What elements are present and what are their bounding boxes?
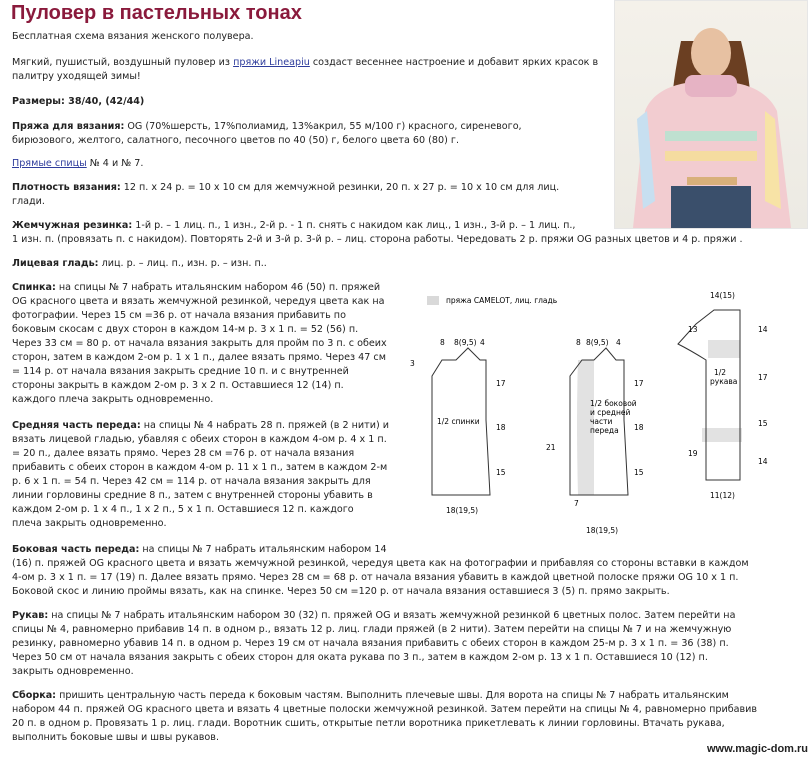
density-label: Плотность вязания: <box>12 182 121 193</box>
front-dim-top-c: 4 <box>616 338 621 347</box>
side-front-line: (16) п. пряжей OG красного цвета и вязать жемчужной резинкой, чередуя цвета как на фотографии и прибавляя со стороны вставки в каждом <box>12 558 749 569</box>
back-label: Спинка: <box>12 282 56 293</box>
description <box>12 56 598 84</box>
sleeve-dim-bottom: 11(12) <box>710 491 735 500</box>
model-photo <box>614 0 808 229</box>
density-section <box>12 181 559 209</box>
back-caption: 1/2 спинки <box>437 417 480 426</box>
page-title: Пуловер в пастельных тонах <box>11 2 302 24</box>
back-dim-top-a: 8 <box>440 338 445 347</box>
front-dim-right-b: 18 <box>634 423 644 432</box>
back-line: боковым скосам с двух сторон в каждом 14-м р. 3 х 1 п. = 52 (56) п. <box>12 324 359 335</box>
front-caption-1: 1/2 боковой <box>590 399 637 408</box>
front-dim-bottom: 18(19,5) <box>586 526 619 535</box>
sleeve-shade-1 <box>708 340 740 358</box>
pearl-rib-text-line2: 1 изн. п. (провязать п. с накидом). Повторять 2-й и 3-й р. 3-й р. – лиц. сторона работы. Чередовать 2 р. пряжи OG разных цветов и 4 р. пряжи . <box>12 234 743 245</box>
back-line: OG красного цвета и вязать жемчужной резинкой, чередуя цвета как на <box>12 296 385 307</box>
yarn-text: OG (70%шерсть, 17%полиамид, 13%акрил, 55 м/100 г) красного, сиреневого, <box>124 121 522 132</box>
side-front-label: Боковая часть переда: <box>12 544 140 555</box>
middle-front-section <box>12 419 389 531</box>
pearl-rib-section <box>12 219 743 247</box>
sleeve-line: на спицы № 7 набрать итальянским набором 30 (32) п. пряжей OG и вязать жемчужной резинкой 6 цветных полос. Затем перейти на <box>48 610 736 621</box>
back-dim-bottom: 18(19,5) <box>446 506 479 515</box>
sleeve-label: Рукав: <box>12 610 49 621</box>
back-line: = 114 р. от начала вязания закрыть средние 10 п. и с внутренней <box>12 366 349 377</box>
assembly-label: Сборка: <box>12 690 57 701</box>
sizes: Размеры: 38/40, (42/44) <box>12 96 145 107</box>
back-line: каждого плеча закрыть одновременно. <box>12 394 214 405</box>
site-watermark[interactable]: www.magic-dom.ru <box>706 743 808 755</box>
back-section <box>12 281 387 407</box>
back-dim-top-c: 4 <box>480 338 485 347</box>
back-dim-left: 3 <box>410 359 415 368</box>
side-front-line: Боковой скос и линию проймы вязать, как на спинке. Через 50 см =120 р. от начала вязания оставшиеся 3 (5) п. прямо закрыть. <box>12 586 670 597</box>
sleeve-caption-1: 1/2 <box>714 368 727 377</box>
middle-front-line: вязать лицевой гладью, убавляя с обеих сторон в каждом 4-ом р. 4 х 1 п. <box>12 434 387 445</box>
front-dim-right-c: 15 <box>634 468 644 477</box>
needles-link[interactable]: Прямые спицы <box>12 158 87 169</box>
description-text-cont: создаст весеннее настроение и добавит ярких красок в <box>309 57 599 68</box>
sleeve-dim-right-c: 15 <box>758 419 768 428</box>
yarn-text-line2: бирюзового, желтого, салатного, песочного цветов по 40 (50) г, белого цвета 60 (80) г. <box>12 135 460 146</box>
intro-text: Бесплатная схема вязания женского полувера. <box>12 31 254 42</box>
assembly-line: выполнить боковые швы и швы рукавов. <box>12 732 220 743</box>
middle-front-line: линии горловины средние 8 п., затем с внутренней стороны убавить в <box>12 490 373 501</box>
front-caption-3: части <box>590 417 613 426</box>
back-line: стороны закрыть в каждом 2-ом р. 3 х 2 п. Оставшиеся 12 (14) п. <box>12 380 344 391</box>
stockinette-section <box>12 257 267 271</box>
sleeve-line: спицы № 4, равномерно прибавив 14 п. в одном р., вязать 12 р. лиц. глади пряжей (в 2 нити). Затем перейти на спицы № 7 и на жемчужную <box>12 624 732 635</box>
middle-front-line: на спицы № 4 набрать 28 п. пряжей (в 2 нити) и <box>140 420 389 431</box>
stockinette-text: лиц. р. – лиц. п., изн. р. – изн. п.. <box>98 258 267 269</box>
front-caption-4: переда <box>590 426 619 435</box>
sleeve-dim-right-b: 17 <box>758 373 768 382</box>
stockinette-label: Лицевая гладь: <box>12 258 99 269</box>
pattern-schematic <box>380 280 780 542</box>
back-dim-right-a: 17 <box>496 379 506 388</box>
needles-text: № 4 и № 7. <box>86 158 144 169</box>
description-line2: палитру уходящей зимы! <box>12 71 141 82</box>
assembly-section <box>12 689 757 745</box>
sleeve-line: закрыть одновременно. <box>12 666 134 677</box>
back-dim-right-b: 18 <box>496 423 506 432</box>
sleeve-caption-2: рукава <box>710 377 738 386</box>
middle-front-line: р. 6 х 1 п. = 54 п. Через 42 см = 114 р. от начала вязания закрыть для <box>12 476 371 487</box>
sleeve-dim-top: 14(15) <box>710 291 735 300</box>
side-front-section <box>12 543 749 599</box>
back-dim-top-b: 8(9,5) <box>454 338 477 347</box>
assembly-line: набором 44 п. пряжей OG красного цвета и вязать 4 цветные полоски жемчужной резинкой. Затем перейти на спицы № 4, равномерно прибавив <box>12 704 758 715</box>
middle-front-line: плеча закрыть одновременно. <box>12 518 167 529</box>
front-dim-left: 21 <box>546 443 556 452</box>
back-line: сторон, затем в каждом 2-ом р. 1 х 1 п., далее вязать прямо. Через 47 см <box>12 352 386 363</box>
middle-front-line: = 20 п., далее вязать прямо. Через 28 см =76 р. от начала вязания <box>12 448 355 459</box>
sleeve-line: Через 50 см от начала вязания закрыть с обеих сторон для оката рукава по 3 п., затем в каждом 2-ом р. 13 х 1 п. Оставшиеся 10 (12) п. <box>12 652 708 663</box>
pearl-rib-label: Жемчужная резинка: <box>12 220 133 231</box>
sleeve-section <box>12 609 735 679</box>
front-dim-top-b: 8(9,5) <box>586 338 609 347</box>
side-front-line: на спицы № 7 набрать итальянским набором 14 <box>139 544 387 555</box>
description-text: Мягкий, пушистый, воздушный пуловер из <box>12 57 234 68</box>
yarn-label: Пряжа для вязания: <box>12 121 125 132</box>
sleeve-dim-right-d: 14 <box>758 457 768 466</box>
yarn-link[interactable]: пряжи Lineapiu <box>233 57 310 68</box>
sleeve-dim-left-b: 19 <box>688 449 698 458</box>
front-caption-2: и средней <box>590 408 631 417</box>
middle-front-line: каждом 2-ом р. 1 х 4 п., 1 х 2 п., 5 х 1 п. Оставшиеся 12 п. каждого <box>12 504 354 515</box>
assembly-line: пришить центральную часть переда к боковым частям. Выполнить плечевые швы. Для ворота на спицы № 7 набрать итальянским <box>56 690 729 701</box>
sleeve-dim-left-a: 13 <box>688 325 698 334</box>
yarn-section <box>12 120 522 148</box>
back-line: на спицы № 7 набрать итальянским набором 46 (50) п. пряжей <box>55 282 381 293</box>
front-dim-top-a: 8 <box>576 338 581 347</box>
legend-label: пряжа CAMELOT, лиц. гладь <box>446 296 558 305</box>
back-dim-right-c: 15 <box>496 468 506 477</box>
sleeve-dim-right-a: 14 <box>758 325 768 334</box>
front-dim-bottom-top: 7 <box>574 499 579 508</box>
assembly-line: 20 п. в одном р. Провязать 1 р. лиц. глади. Воротник сшить, открытые петли воротника прикетлевать к линии горловины. Втачать рукава, <box>12 718 725 729</box>
legend-swatch <box>427 296 439 305</box>
back-line: фотографии. Через 15 см =36 р. от начала вязания прибавить по <box>12 310 346 321</box>
sleeve-line: резинку, равномерно убавив 14 п. в одном р. Через 19 см от начала вязания прибавить с обеих сторон в каждом 25-м р. 3 х 1 п. = 36 (38) п. <box>12 638 729 649</box>
needles-section <box>12 157 143 171</box>
sleeve-shade-2 <box>702 428 742 442</box>
middle-front-line: прибавить с обеих сторон в каждом 4-ом р. 11 х 1 п., затем в каждом 2-м <box>12 462 388 473</box>
density-text-line2: глади. <box>12 196 45 207</box>
back-line: Через 33 см = 80 р. от начала вязания закрыть для пройм по 3 п. с обеих <box>12 338 387 349</box>
pearl-rib-text: 1-й р. – 1 лиц. п., 1 изн., 2-й р. - 1 п. снять с накидом как лиц., 1 изн., 3-й р. – 1 лиц. п., <box>132 220 576 231</box>
side-front-line: 4-ом р. 3 х 1 п. = 17 (19) п. Далее вязать прямо. Через 28 см = 68 р. от начала вязания убавить в каждой цветной полоске пряжи OG 10 х 1 п. <box>12 572 739 583</box>
middle-front-label: Средняя часть переда: <box>12 420 141 431</box>
density-text: 12 п. х 24 р. = 10 х 10 см для жемчужной резинки, 20 п. х 27 р. = 10 х 10 см для лиц. <box>120 182 560 193</box>
front-dim-right-a: 17 <box>634 379 644 388</box>
